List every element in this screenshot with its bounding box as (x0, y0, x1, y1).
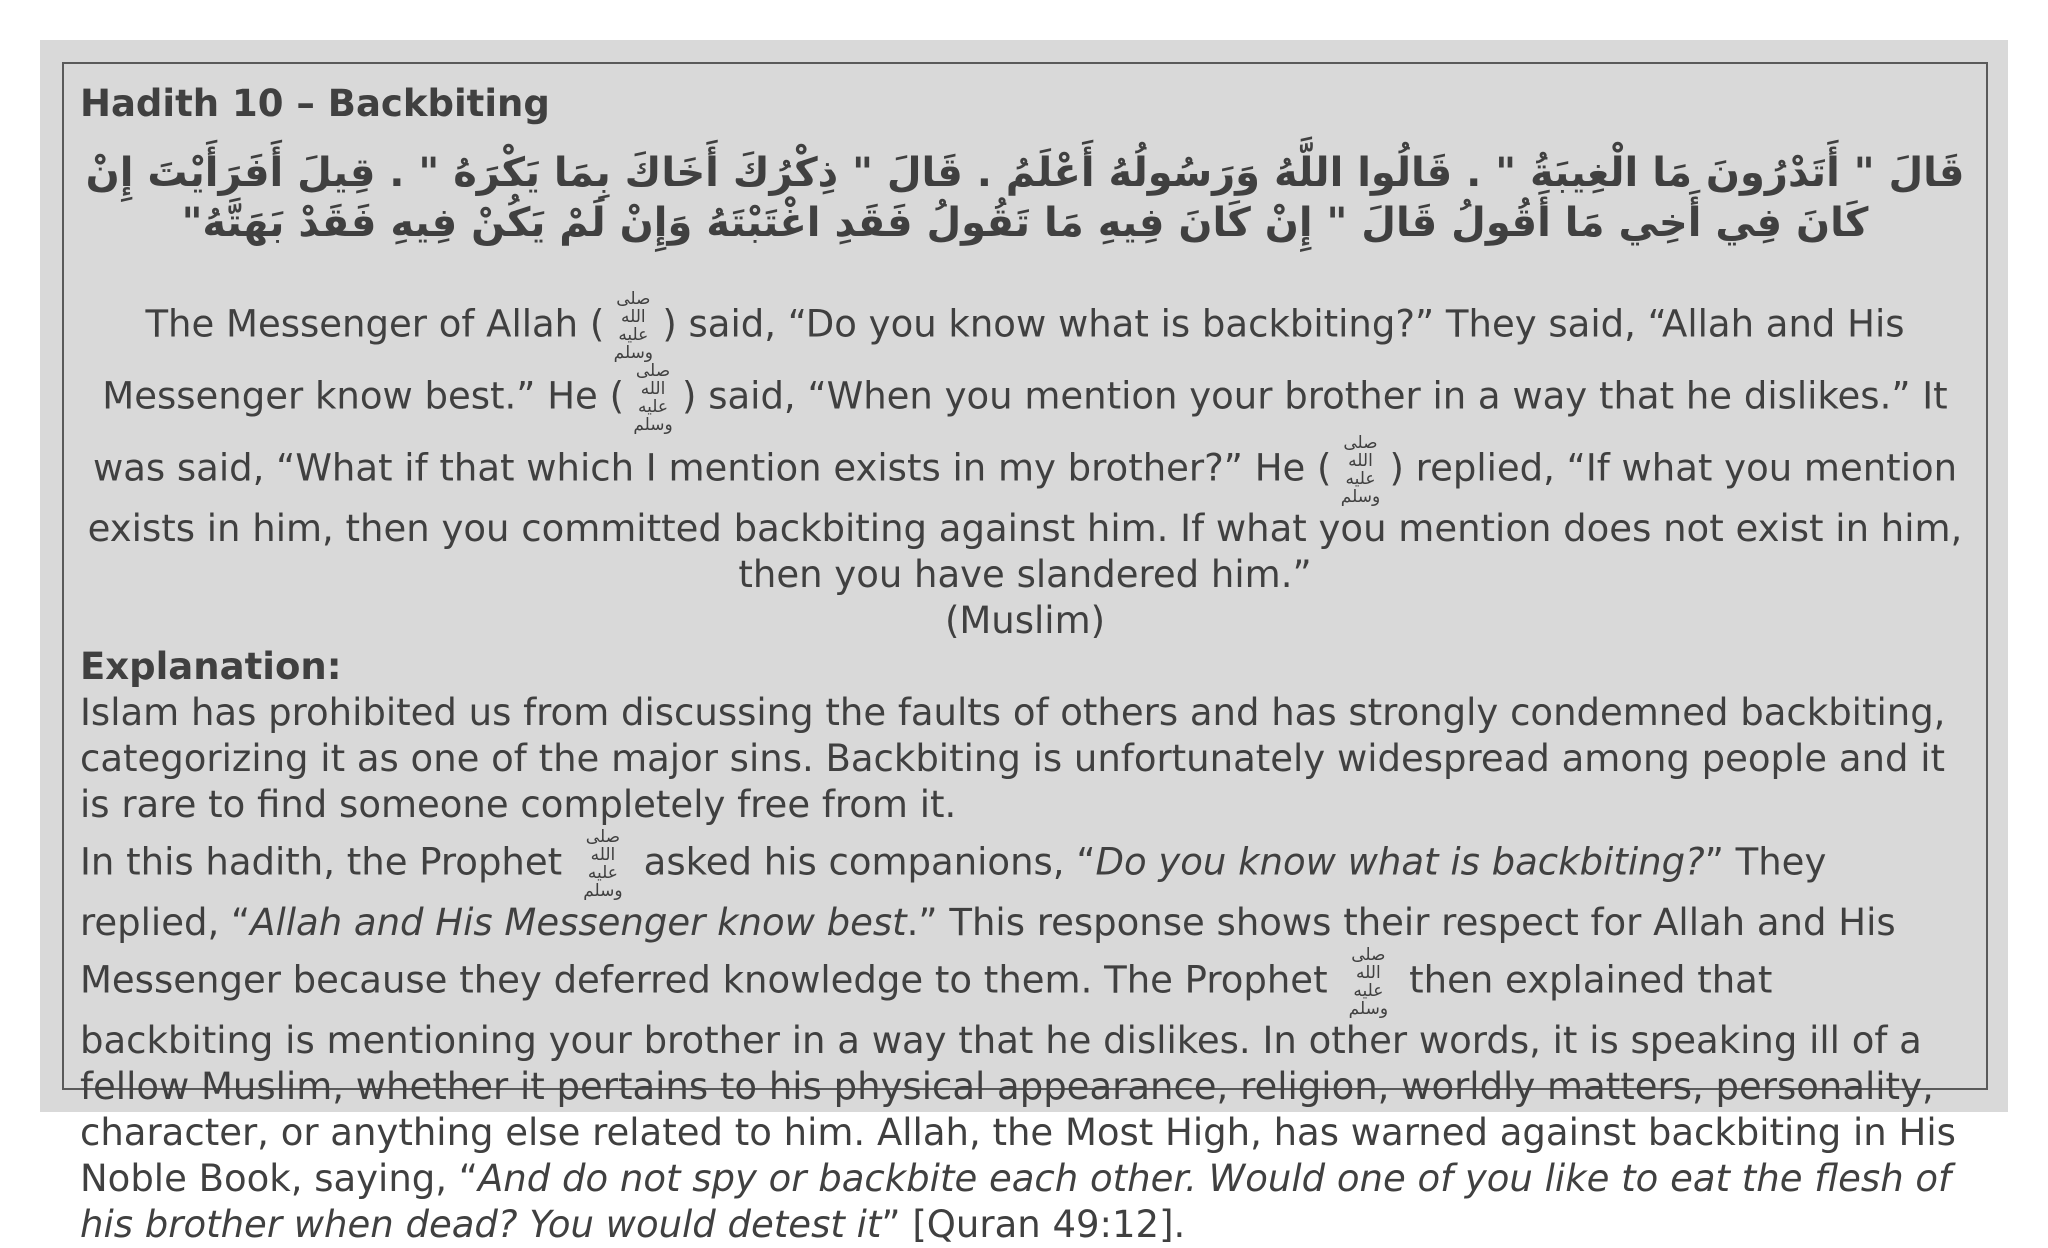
explanation-text: .” This response shows their respect for Allah and His Messenger because they deferred knowledge to them. The Prophet (80, 901, 1896, 1002)
salla-symbol: صلى الله عليه وسلم (613, 289, 654, 363)
translation-part-4: ) replied, “If what you mention exists in him, then you committed backbiting against him. If what you mention does not exist in him, then you have slandered him.” (87, 446, 1963, 596)
explanation-text: asked his companions, “ (631, 840, 1096, 884)
arabic-text: قَالَ " أَتَدْرُونَ مَا الْغِيبَةُ " . قَالُوا اللَّهُ وَرَسُولُهُ أَعْلَمُ . قَالَ " ذِكْرُكَ أَخَاكَ بِمَا يَكْرَهُ " . قِيلَ أَفَرَأَيْتَ إِنْ كَانَ فِي أَخِي مَا أَقُولُ قَالَ " إِنْ كَانَ فِيهِ مَا تَقُولُ فَقَدِ اغْتَبْتَهُ وَإِنْ لَمْ يَكُنْ فِيهِ فَقَدْ بَهَتَّهُ" (85, 150, 1965, 246)
explanation-quote: Allah and His Messenger know best (250, 901, 907, 944)
translation-part-1: The Messenger of Allah ( (145, 302, 605, 346)
salla-symbol: صلى الله عليه وسلم (583, 827, 623, 901)
explanation-quote: Do you know what is backbiting? (1095, 840, 1705, 884)
translation-part-3: ) said, “When you mention your brother in a way that he dislikes.” It was said, “What if that which I mention exists in my brother?” He ( (92, 374, 1948, 490)
salla-symbol: صلى الله عليه وسلم (1340, 433, 1381, 507)
english-translation (80, 290, 1970, 598)
salla-symbol: صلى الله عليه وسلم (1348, 945, 1389, 1019)
explanation-text: ” They replied, “ (80, 840, 1827, 944)
explanation-paragraph-2 (80, 828, 1970, 1248)
explanation-text: then explained that backbiting is mentioning your brother in a way that he dislikes. In other words, it is speaking ill of a fellow Muslim, whether it pertains to his physical appearance, religion, worldly matters, personality, character, or anything else related to him. Allah, the Most High, has warned against backbiting in His Noble Book, saying, “ (80, 958, 1956, 1200)
explanation-text: ” [Quran 49:12]. (881, 1203, 1186, 1246)
hadith-title: Hadith 10 – Backbiting (80, 82, 550, 125)
quran-quote: And do not spy or backbite each other. Would one of you like to eat the flesh of his brother when dead? You would detest it (80, 1157, 1952, 1246)
hadith-content (80, 78, 1970, 1248)
translation-part-2: ) said, “Do you know what is backbiting?” They said, “Allah and His Messenger know best.” He ( (102, 302, 1905, 418)
salla-symbol: صلى الله عليه وسلم (633, 361, 673, 435)
explanation-heading: Explanation: (80, 645, 342, 688)
explanation-paragraph-1: Islam has prohibited us from discussing the faults of others and has strongly condemned backbiting, categorizing it as one of the major sins. Backbiting is unfortunately widespread among people and it is rare to find someone completely free from it. (80, 691, 1946, 826)
hadith-source: (Muslim) (944, 599, 1106, 642)
explanation-text: In this hadith, the Prophet (80, 840, 574, 884)
